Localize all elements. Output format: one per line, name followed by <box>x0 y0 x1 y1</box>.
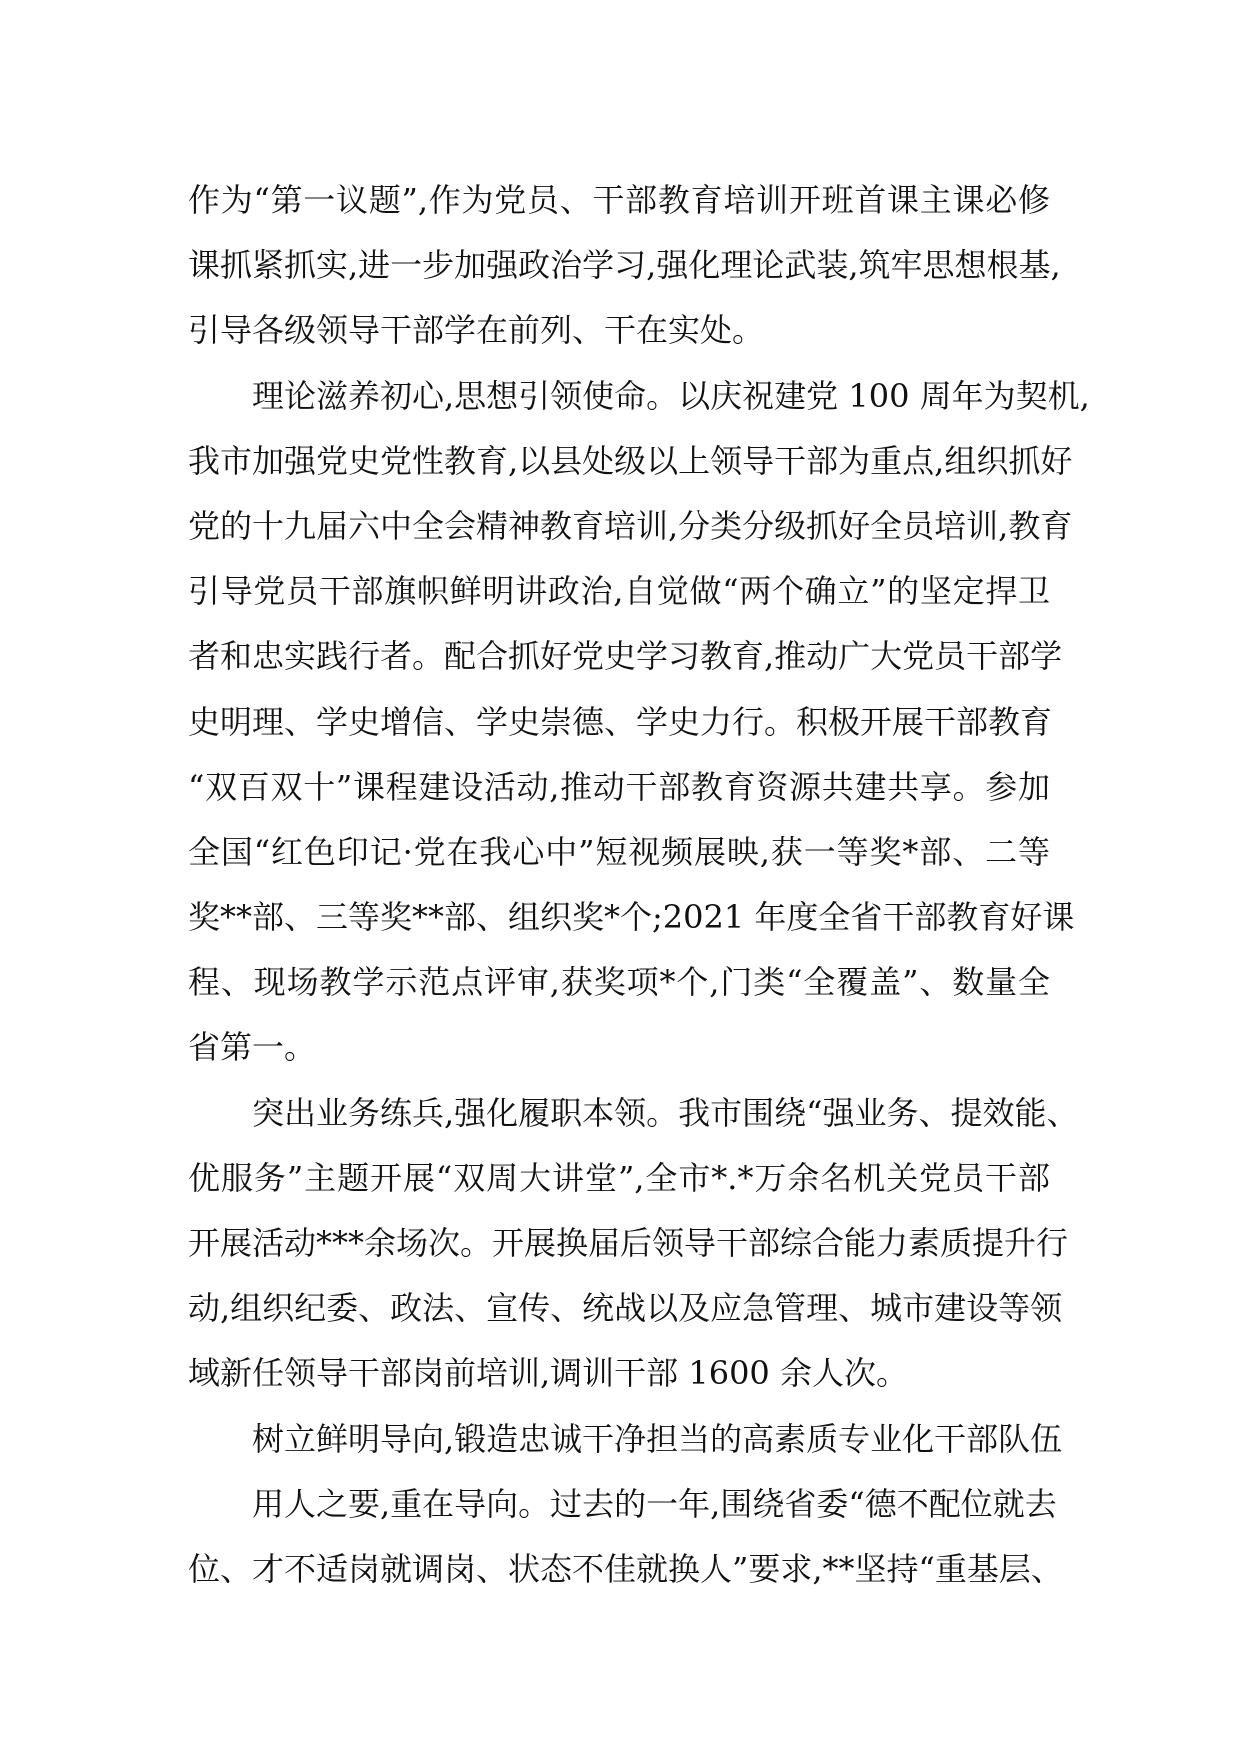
text-line: “双百双十”课程建设活动,推动干部教育资源共建共享。参加 <box>188 767 1050 806</box>
text-line: 者和忠实践行者。配合抓好党史学习教育,推动广大党员干部学 <box>188 637 1063 676</box>
text-line: 课抓紧抓实,进一步加强政治学习,强化理论武装,筑牢思想根基, <box>188 246 1061 285</box>
section-heading: 树立鲜明导向,锻造忠诚干净担当的高素质专业化干部队伍 <box>252 1419 1063 1458</box>
text-line: 省第一。 <box>188 1028 317 1067</box>
text-line: 开展活动***余场次。开展换届后领导干部综合能力素质提升行 <box>188 1224 1069 1262</box>
document-body <box>188 168 1090 1602</box>
text-line: 程、现场教学示范点评审,获奖项*个,门类“全覆盖”、数量全 <box>188 963 1050 1002</box>
text-line: 位、才不适岗就调岗、状态不佳就换人”要求,**坚持“重基层、 <box>188 1549 1063 1588</box>
text-line: 突出业务练兵,强化履职本领。我市围绕“强业务、提效能、 <box>252 1093 1079 1132</box>
text-line: 域新任领导干部岗前培训,调训干部 1600 余人次。 <box>188 1354 908 1393</box>
text-line: 理论滋养初心,思想引领使命。以庆祝建党 100 周年为契机, <box>252 376 1090 415</box>
text-line: 引导各级领导干部学在前列、干在实处。 <box>188 311 765 350</box>
text-line: 史明理、学史增信、学史崇德、学史力行。积极开展干部教育 <box>188 702 1053 741</box>
text-line: 全国“红色印记·党在我心中”短视频展映,获一等奖*部、二等 <box>188 832 1050 871</box>
text-line: 作为“第一议题”,作为党员、干部教育培训开班首课主课必修 <box>188 181 1050 219</box>
text-line: 动,组织纪委、政法、宣传、统战以及应急管理、城市建设等领 <box>188 1289 1063 1328</box>
text-line: 引导党员干部旗帜鲜明讲政治,自觉做“两个确立”的坚定捍卫 <box>188 572 1050 611</box>
text-line: 奖**部、三等奖**部、组织奖*个;2021 年度全省干部教育好课 <box>188 898 1075 937</box>
text-line: 党的十九届六中全会精神教育培训,分类分级抓好全员培训,教育 <box>188 506 1073 545</box>
text-line: 优服务”主题开展“双周大讲堂”,全市*.*万余名机关党员干部 <box>188 1158 1050 1197</box>
text-line: 我市加强党史党性教育,以县处级以上领导干部为重点,组织抓好 <box>188 441 1073 480</box>
text-line: 用人之要,重在导向。过去的一年,围绕省委“德不配位就去 <box>252 1484 1057 1523</box>
